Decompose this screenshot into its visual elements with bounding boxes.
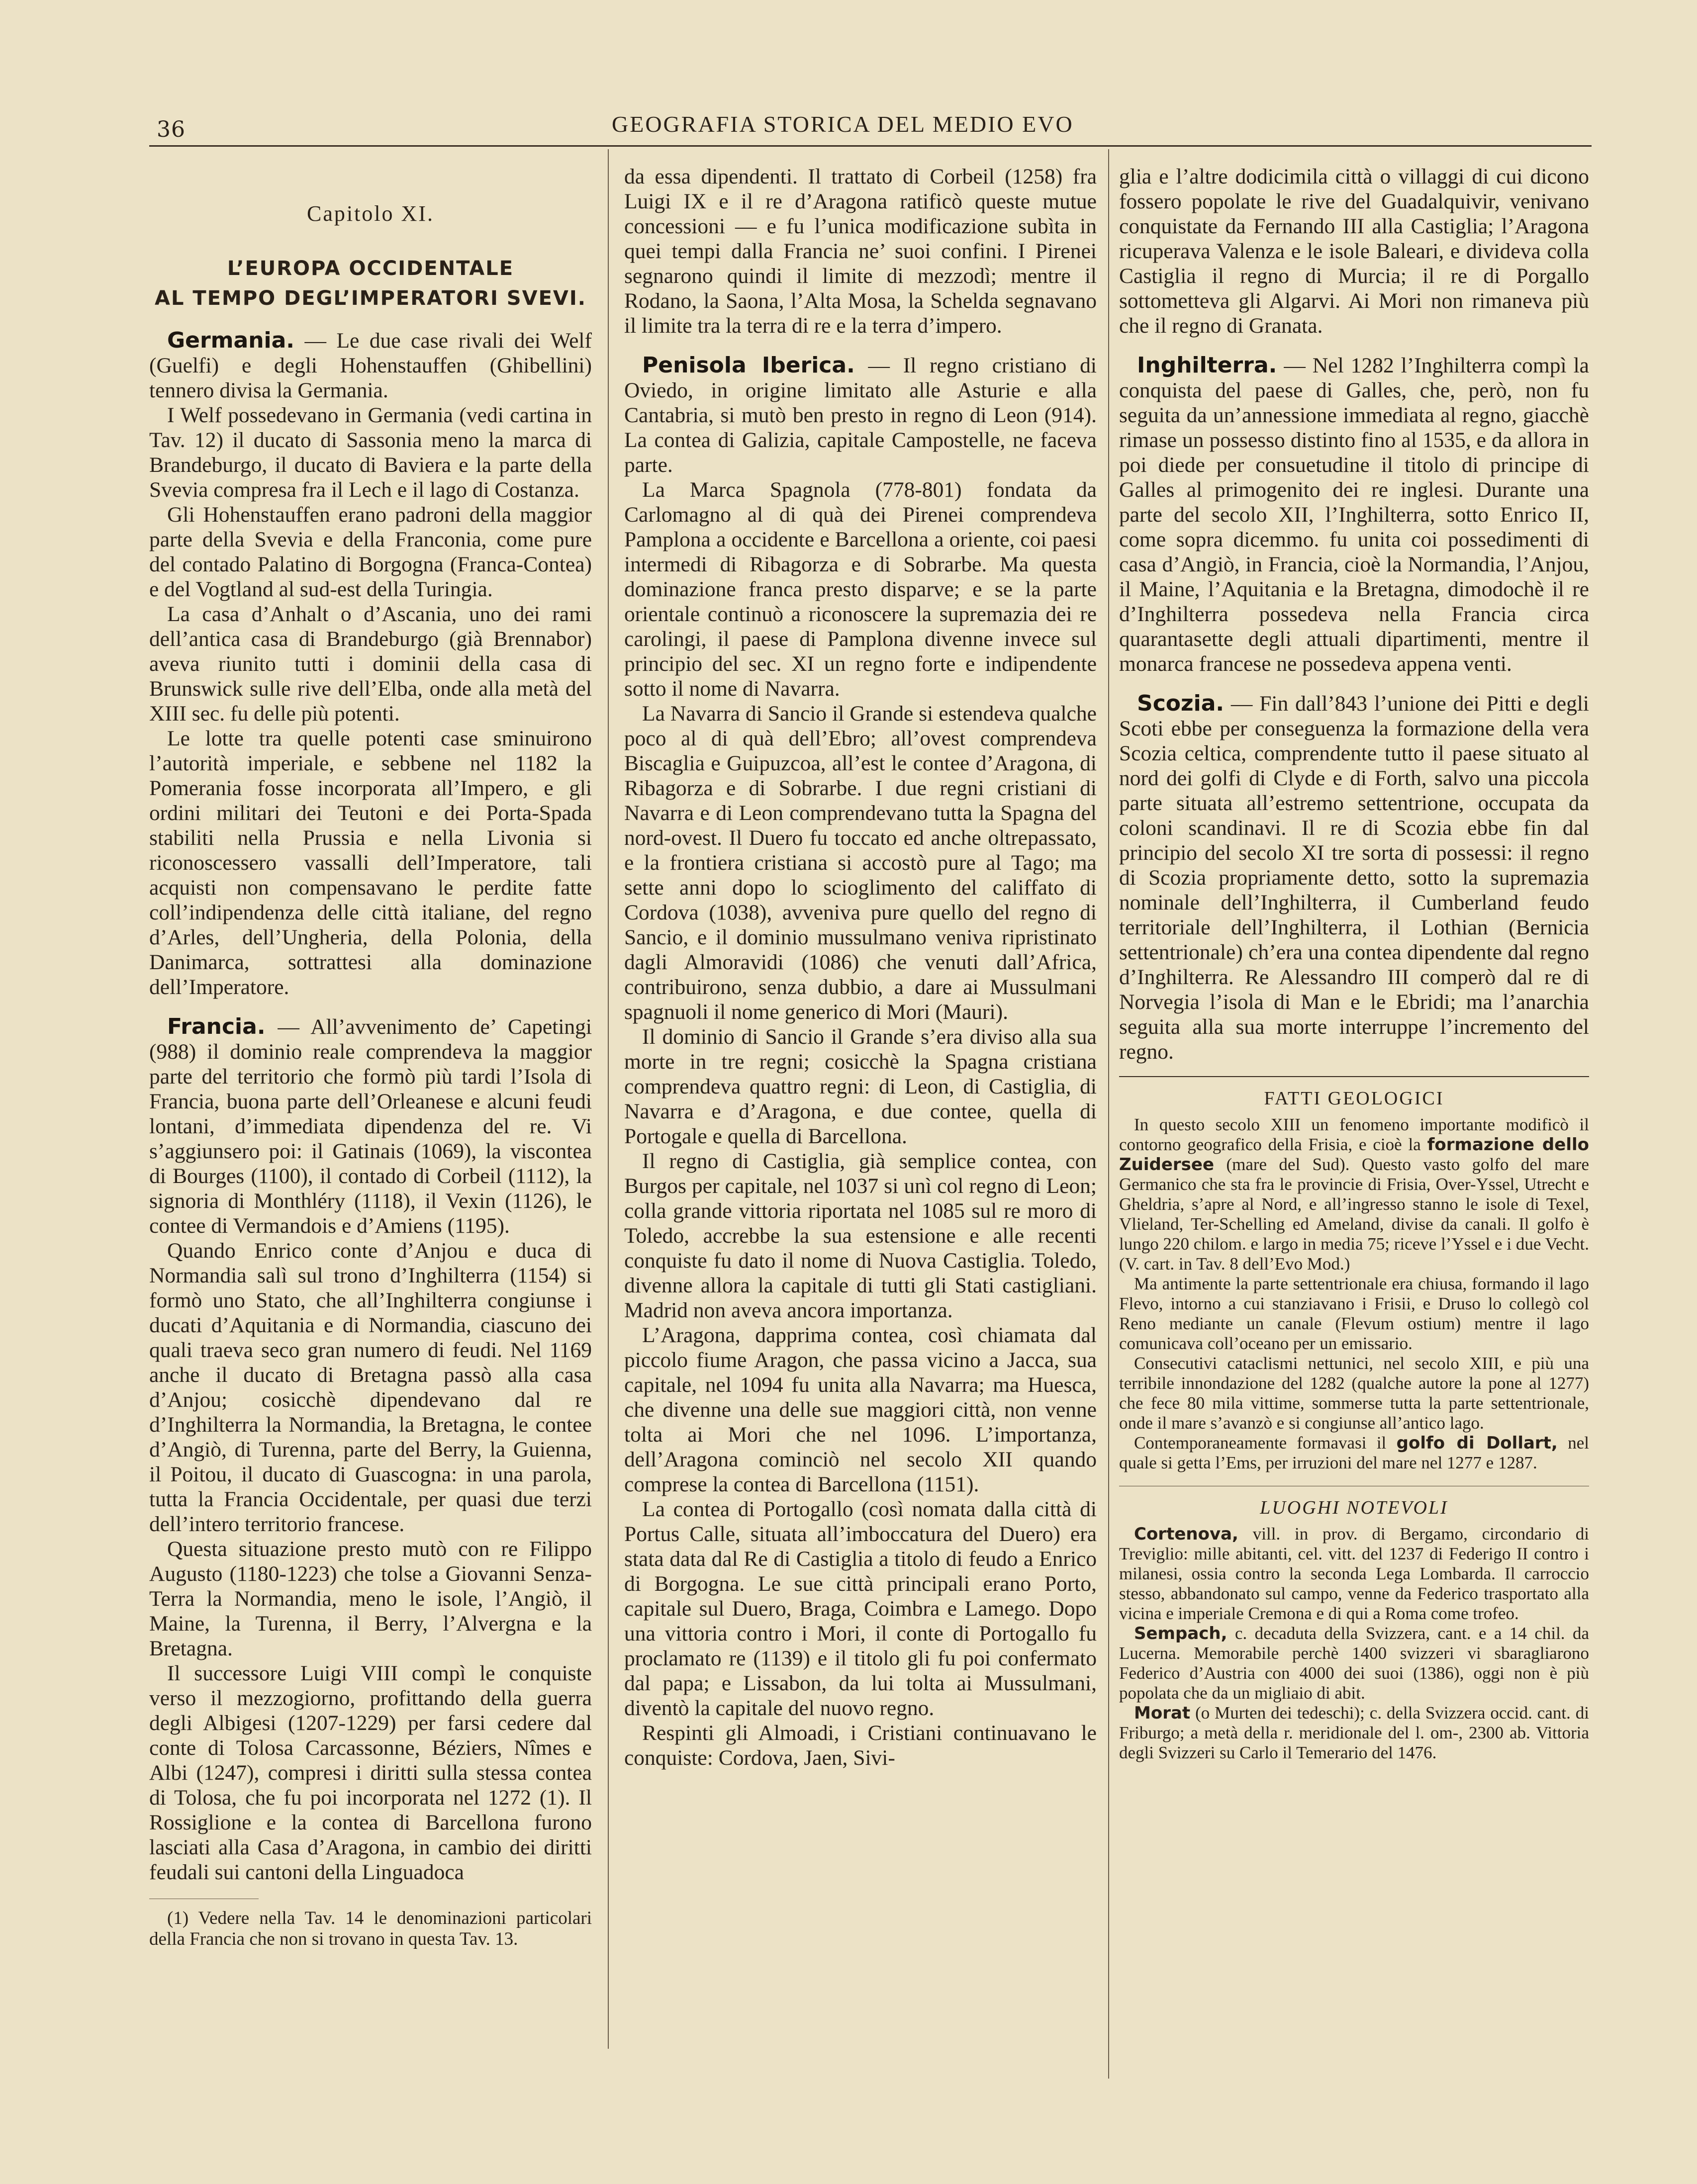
iberica-paragraph: L’Aragona, dapprima contea, così chiamata dal piccolo fiume Aragon, che passa vicino a Jacca, sua capitale, nel 1094 fu unita alla Navarra; ma Huesca, che divenne una delle sue maggiori città, non venne tolta ai Mori che nel 1096. L’importanza, dell’Aragona cominciò nel secolo XII quando comprese la contea di Barcellona (1151). (624, 1323, 1097, 1496)
column-left (149, 164, 592, 2128)
germania-paragraph: Gli Hohenstauffen erano padroni della maggior parte della Svevia e della Franconia, come pure del contado Palatino di Borgogna (Franca-Contea) e del Vogtland al sud-est della Turingia. (149, 503, 592, 601)
fatti-paragraph: In questo secolo XIII un fenomeno importante modificò il contorno geografico della Frisia, e cioè la formazione dello Zuidersee (mare del Sud). Questo vasto golfo del mare Germanico che sta fra le provincie di Frisia, Over-Yssel, Utrecht e Gheldria, s’apre al Nord, e all’ingresso stanno le isole di Texel, Vlieland, Ter-Schelling ed Ameland, divise da canali. Il golfo è lungo 220 chilom. e largo in media 75; riceve l’Yssel e i due Vecht. (V. cart. in Tav. 8 dell’Evo Mod.) (1119, 1115, 1589, 1274)
continuation-paragraph: da essa dipendenti. Il trattato di Corbeil (1258) fra Luigi IX e il re d’Aragona ratificò queste mutue concessioni — e fu l’unica modificazione subìta in quei tempi dalla Francia ne’ suoi confini. I Pirenei segnarono quindi il limite di mezzodì; mentre il Rodano, la Saona, l’Alta Mosa, la Schelda segnavano il limite tra la terra di re e la terra d’impero. (624, 165, 1097, 338)
luoghi-notevoli-title: LUOGHI NOTEVOLI (1260, 1497, 1448, 1518)
fatti-paragraph: Consecutivi cataclismi nettunici, nel secolo XIII, e più una terribile innondazione del 1282 (qualche autore la pone al 1277) che fece 80 mila vittime, sommerse tutta la parte settentrionale, onde il mare s’avanzò e si congiunse all’antico lago. (1119, 1354, 1589, 1433)
section-heading-francia: Francia. (167, 1014, 266, 1039)
iberica-paragraph: La Marca Spagnola (778-801) fondata da Carlomagno al di quà dei Pirenei comprendeva Pamplona a occidente e Barcellona a oriente, coi paesi intermedi di Ribagorza e di Sobrarbe. Ma questa dominazione franca presto disparve; e se la parte orientale continuò a riconoscere la supremazia dei re carolingi, il paese di Pamplona divenne invece sul principio del sec. XI un regno forte e indipendente sotto il nome di Navarra. (624, 478, 1097, 701)
place-entry: Cortenova, vill. in prov. di Bergamo, circondario di Treviglio: mille abitanti, cel. vitt. del 1237 di Federigo II contro i milanesi, ossia contro la seconda Lega Lombarda. Il carroccio stesso, abbandonato sul campo, venne da Federico trasportato alla vicina e imperiale Cremona e di qui a Roma come trofeo. (1119, 1524, 1589, 1623)
dollart-term: golfo di Dollart, (1396, 1433, 1558, 1453)
column-right (1119, 164, 1589, 2128)
chapter-title: L’EUROPA OCCIDENTALE (227, 257, 514, 280)
chapter-subtitle: AL TEMPO DEGL’IMPERATORI SVEVI. (155, 287, 586, 310)
fatti-paragraph: Contemporaneamente formavasi il golfo di Dollart, nel quale si getta l’Ems, per irruzioni del mare nel 1277 e 1287. (1119, 1433, 1589, 1472)
column-middle (624, 164, 1097, 2128)
germania-paragraph: I Welf possedevano in Germania (vedi cartina in Tav. 12) il ducato di Sassonia meno la marca di Brandeburgo, il ducato di Baviera e la parte della Svevia compresa fra il Lech e il lago di Costanza. (149, 403, 592, 502)
running-title: GEOGRAFIA STORICA DEL MEDIO EVO (612, 111, 1074, 137)
place-name: Morat (1134, 1703, 1191, 1723)
column-divider (1108, 149, 1109, 2079)
iberica-paragraph: Il regno di Castiglia, già semplice contea, con Burgos per capitale, nel 1037 si unì col regno di Leon; colla grande vittoria riportata nel 1085 sul re moro di Toledo, accrebbe la sua estensione e alle recenti conquiste fu dato il nome di Nuova Castiglia. Toledo, divenne allora la capitale di tutti gli Stati castigliani. Madrid non aveva ancora importanza. (624, 1149, 1097, 1322)
place-name: Cortenova, (1134, 1524, 1238, 1544)
section-heading-inghilterra: Inghilterra. (1137, 353, 1277, 378)
place-entry: Morat (o Murten dei tedeschi); c. della Svizzera occid. cant. di Friburgo; a metà della r. meridionale del l. om-, 2300 ab. Vittoria degli Svizzeri su Carlo il Temerario del 1476. (1119, 1703, 1589, 1762)
germania-paragraph: La casa d’Anhalt o d’Ascania, uno dei rami dell’antica casa di Brandeburgo (già Brennabor) aveva riunito tutti i dominii della casa di Brunswick sulle rive dell’Elba, onde alla metà del XIII sec. fu delle più potenti. (149, 602, 592, 726)
iberica-paragraph: La Navarra di Sancio il Grande si estendeva qualche poco al di quà dell’Ebro; all’ovest comprendeva Biscaglia e Guipuzcoa, all’est le contee d’Aragona, di Ribagorza e di Sobrarbe. I due regni cristiani di Navarra e di Leon comprendevano tutta la Spagna del nord-ovest. Il Duero fu toccato ed anche oltrepassato, e la frontiera cristiana si accostò pure al Tago; ma sette anni dopo lo scioglimento del califfato di Cordova (1038), avveniva pure quello del regno di Sancio, e il dominio mussulmano veniva ripristinato dagli Almoravidi (1086) che venuti dall’Africa, contribuirono, senza dubbio, a dare ai Mussulmani spagnuoli il nome generico di Mori (Mauri). (624, 702, 1097, 1024)
header-rule (149, 145, 1592, 147)
fatti-geologici-title: FATTI GEOLOGICI (1264, 1088, 1444, 1109)
francia-paragraph: Quando Enrico conte d’Anjou e duca di Normandia salì sul trono d’Inghilterra (1154) si formò uno Stato, che all’Inghilterra congiunse i ducati d’Aquitania e di Normandia, ciascuno dei quali traeva seco gran numero di feudi. Nel 1169 anche il ducato di Bretagna passò alla casa d’Anjou; cosicchè dipendevano dal re d’Inghilterra la Normandia, la Bretagna, le contee d’Angiò, di Turenna, parte del Berry, la Guienna, il Poitou, il ducato di Guascogna: in una parola, tutta la Francia Occidentale, per quasi due terzi dell’intero territorio francese. (149, 1239, 592, 1536)
francia-paragraph: Questa situazione presto mutò con re Filippo Augusto (1180-1223) che tolse a Giovanni Senza-Terra la Normandia, meno le isole, l’Angiò, il Maine, la Turenna, il Berry, l’Alvergna e la Bretagna. (149, 1537, 592, 1660)
section-heading-iberica: Penisola Iberica. (642, 353, 855, 378)
box-rule (1119, 1076, 1589, 1077)
place-name: Sempach, (1134, 1624, 1227, 1643)
place-entry: Sempach, c. decaduta della Svizzera, cant. e a 14 chil. da Lucerna. Memorabile perchè 1400 svizzeri vi sbaragliarono Federico d’Austria con 4000 dei suoi (1386), oggi non è più popolata che da un migliaio di abit. (1119, 1624, 1589, 1703)
page-number: 36 (157, 117, 186, 142)
fatti-paragraph: Ma antimente la parte settentrionale era chiusa, formando il lago Flevo, intorno a cui stanziavano i Frisii, e Druso lo collegò col Reno mediante un canale (Flevum ostium) mentre il lago comunicava coll’oceano per un emissario. (1119, 1274, 1589, 1353)
section-heading-scozia: Scozia. (1137, 691, 1225, 716)
germania-paragraph: Germania. — Le due case rivali dei Welf (Guelfi) e degli Hohenstauffen (Ghibellini) tennero divisa la Germania. (149, 328, 592, 402)
iberica-paragraph: Penisola Iberica. — Il regno cristiano di Oviedo, in origine limitato alle Asturie e alla Cantabria, si mutò ben presto in regno di Leon (914). La contea di Galizia, capitale Campostelle, ne faceva parte. (624, 353, 1097, 477)
chapter-number: Capitolo XI. (307, 201, 434, 226)
continuation-paragraph: glia e l’altre dodicimila città o villaggi di cui dicono fossero popolate le rive del Guadalquivir, venivano conquistate da Fernando III alla Castiglia; l’Aragona ricuperava Valenza e le isole Baleari, e divideva colla Castiglia il regno di Murcia; il re di Porgallo sottometteva gli Algarvi. Ai Mori non rimaneva più che il regno di Granata. (1119, 165, 1589, 338)
iberica-paragraph: Respinti gli Almoadi, i Cristiani continuavano le conquiste: Cordova, Jaen, Sivi- (624, 1721, 1097, 1770)
section-heading-germania: Germania. (167, 328, 295, 353)
page-header (149, 102, 1592, 147)
inghilterra-paragraph: Inghilterra. — Nel 1282 l’Inghilterra compì la conquista del paese di Galles, che, però, non fu seguita da un’annessione immediata al regno, giacchè rimase un possesso distinto fino al 1535, e da allora in poi diede per consuetudine il titolo di principe di Galles al primogenito dei re inglesi. Durante una parte del secolo XII, l’Inghilterra, sotto Enrico II, come sopra dicemmo. fu unita coi possedimenti di casa d’Angiò, in Francia, cioè la Normandia, l’Anjou, il Maine, l’Aquitania e la Bretagna, dimodochè il re d’Inghilterra possedeva nella Francia circa quarantasette degli attuali dipartimenti, mentre il monarca francese ne possedeva appena venti. (1119, 353, 1589, 676)
column-divider (608, 149, 609, 2049)
zuidersee-term: formazione dello Zuidersee (1119, 1135, 1589, 1175)
iberica-paragraph: La contea di Portogallo (così nomata dalla città di Portus Calle, situata all’imboccatura del Duero) era stata data dal Re di Castiglia a titolo di feudo a Enrico di Borgogna. Le sue città principali erano Porto, capitale sul Duero, Braga, Coimbra e Lamego. Dopo una vittoria contro i Mori, il conte di Portogallo fu proclamato re (1139) e il titolo gli fu poi confermato dal papa; e Lissabon, da lui tolta ai Mussulmani, diventò la capitale del nuovo regno. (624, 1497, 1097, 1720)
germania-paragraph: Le lotte tra quelle potenti case sminuirono l’autorità imperiale, e sebbene nel 1182 la Pomerania fosse incorporata all’Impero, e gli ordini militari dei Teutoni e dei Porta-Spada stabiliti nella Prussia e nella Livonia si riconoscessero vassalli dell’Imperatore, tali acquisti non compensavano le perdite fatte coll’indipendenza delle città italiane, del regno d’Arles, dell’Ungheria, della Polonia, della Danimarca, sottrattesi alla dominazione dell’Imperatore. (149, 727, 592, 999)
francia-paragraph: Francia. — All’avvenimento de’ Capetingi (988) il dominio reale comprendeva la maggior parte del territorio che formò più tardi l’Isola di Francia, buona parte dell’Orleanese e alcuni feudi lontani, d’immediata dipendenza del re. Vi s’aggiunsero poi: il Gatinais (1069), la viscontea di Bourges (1100), il contado di Corbeil (1112), la signoria di Monthléry (1118), il Vexin (1126), le contee di Vermandois e d’Amiens (1195). (149, 1014, 592, 1238)
footnote: (1) Vedere nella Tav. 14 le denominazioni particolari della Francia che non si trovano in questa Tav. 13. (149, 1908, 592, 1949)
francia-paragraph: Il successore Luigi VIII compì le conquiste verso il mezzogiorno, profittando della guerra degli Albigesi (1207-1229) per farsi cedere dal conte di Tolosa Carcassonne, Béziers, Nîmes e Albi (1247), compresi i diritti sulla stessa contea di Tolosa, che fu poi incorporata nel 1272 (1). Il Rossiglione e la contea di Barcellona furono lasciati alla Casa d’Aragona, in cambio dei diritti feudali sui cantoni della Linguadoca (149, 1661, 592, 1884)
scozia-paragraph: Scozia. — Fin dall’843 l’unione dei Pitti e degli Scoti ebbe per conseguenza la formazione della vera Scozia celtica, comprendente tutto il paese situato al nord dei golfi di Clyde e di Forth, salvo una piccola parte situata all’estremo settentrione, occupata da coloni scandinavi. Il re di Scozia ebbe fin dal principio del secolo XI tre sorta di possessi: il regno di Scozia propriamente detto, sotto la supremazia nominale dell’Inghilterra, il Cumberland feudo territoriale dell’Inghilterra, il Lothian (Bernicia settentrionale) ch’era una contea dipendente dal regno d’Inghilterra. Re Alessandro III comperò dal re di Norvegia l’isola di Man e le Ebridi; ma l’anarchia seguita alla sua morte interruppe l’incremento del regno. (1119, 691, 1589, 1064)
iberica-paragraph: Il dominio di Sancio il Grande s’era diviso alla sua morte in tre regni; cosicchè la Spagna cristiana comprendeva quattro regni: di Leon, di Castiglia, di Navarra e d’Aragona, e due contee, quella di Portogale e quella di Barcellona. (624, 1025, 1097, 1148)
